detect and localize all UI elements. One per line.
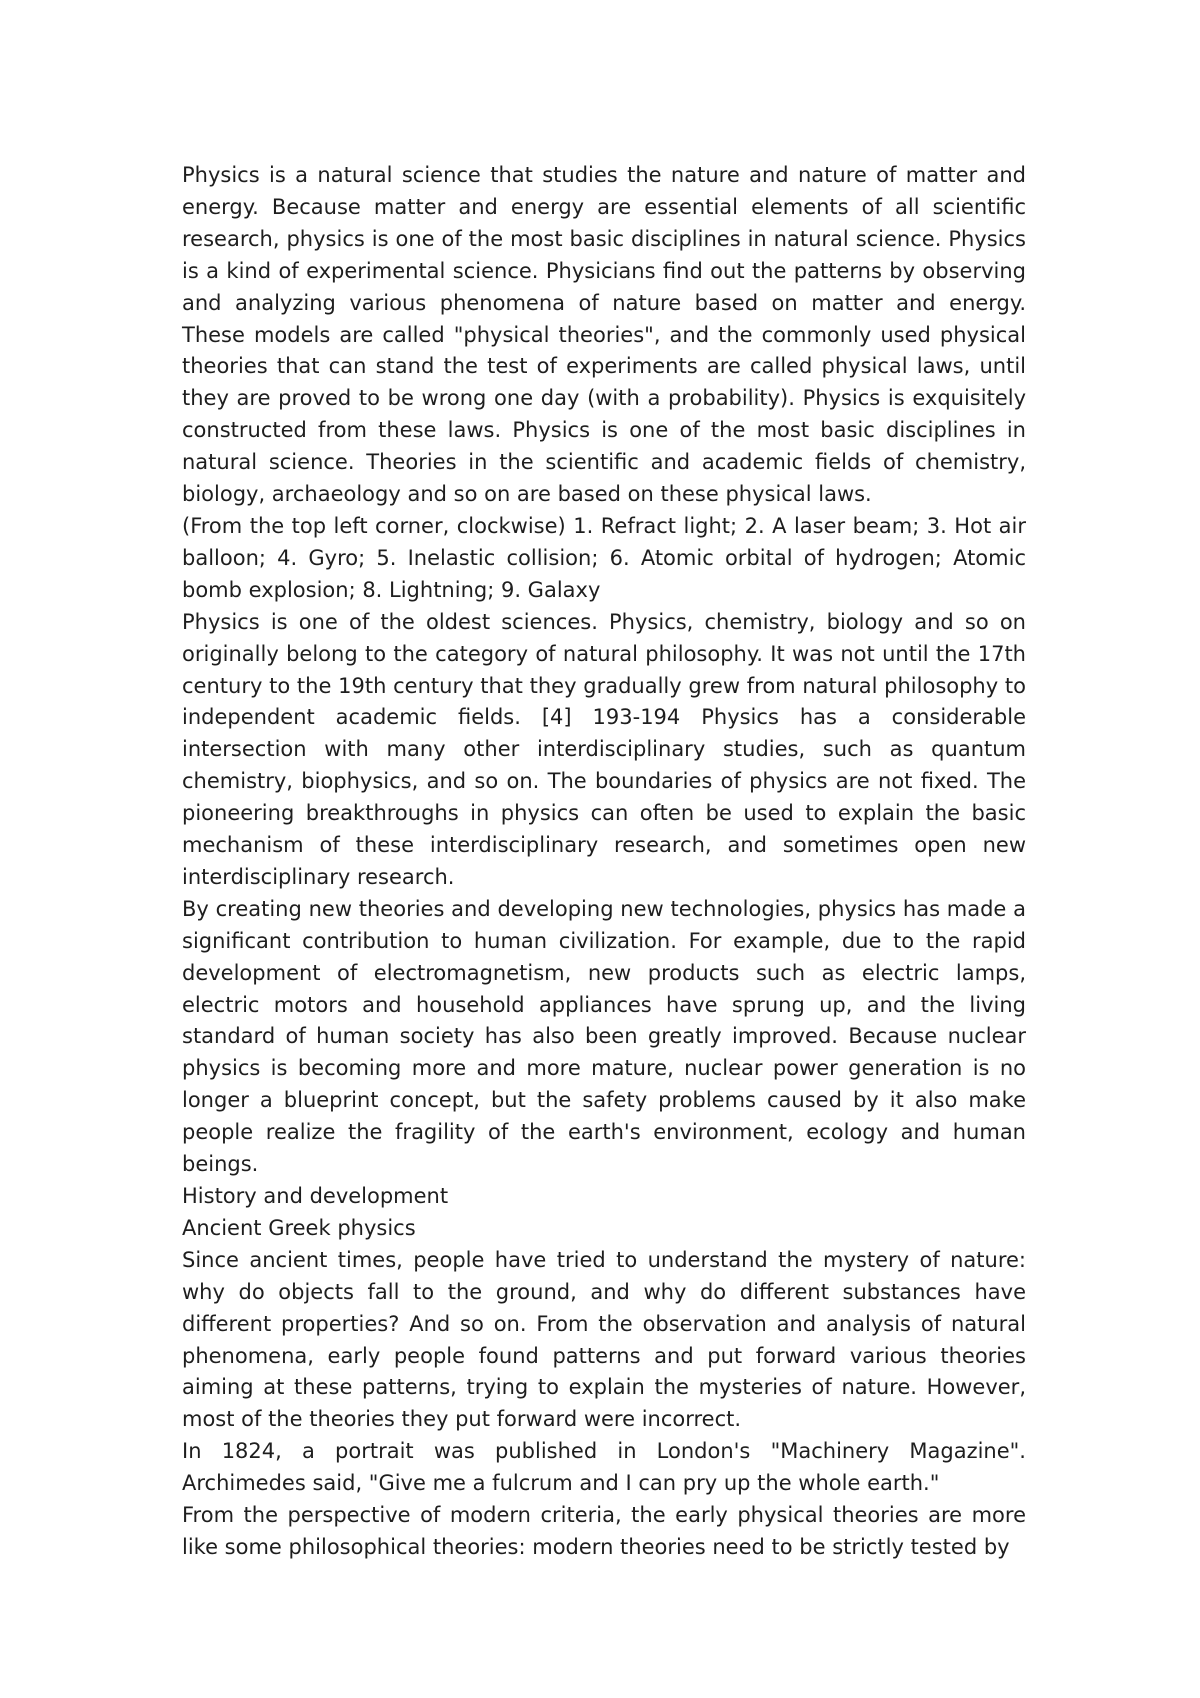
heading-history-and-development: History and development [182, 1184, 449, 1208]
paragraph-ancient-times: Since ancient times, people have tried to understand the mystery of nature: why do objects fall to the ground, and why do different substances have different properties? And so on. From the observation and analysis of natural phenomena, early people found patterns and put forward various theories aiming at these patterns, trying to explain the mysteries of nature. However, most of the theories they put forward were incorrect. [182, 1247, 1026, 1432]
paragraph-oldest-sciences: Physics is one of the oldest sciences. Physics, chemistry, biology and so on originally belong to the category of natural philosophy. It was not until the 17th century to the 19th century that they gradually grew from natural philosophy to independent academic fields. [4] 193-194 Physics has a considerable intersection with many other interdisciplinary studies, such as quantum chemistry, biophysics, and so on. The boundaries of physics are not fixed. The pioneering breakthroughs in physics can often be used to explain the basic mechanism of these interdisciplinary research, and sometimes open new interdisciplinary research. [182, 609, 1026, 889]
paragraph-archimedes-portrait: In 1824, a portrait was published in London's "Machinery Magazine". Archimedes said, "Give me a fulcrum and I can pry up the whole earth." [182, 1439, 1026, 1496]
heading-ancient-greek-physics: Ancient Greek physics [182, 1215, 416, 1240]
paragraph-image-caption: (From the top left corner, clockwise) 1. Refract light; 2. A laser beam; 3. Hot air balloon; 4. Gyro; 5. Inelastic collision; 6. Atomic orbital of hydrogen; Atomic bomb explosion; 8. Lightning; 9. Galaxy [182, 513, 1026, 602]
paragraph-civilization-contribution: By creating new theories and developing new technologies, physics has made a significant contribution to human civilization. For example, due to the rapid development of electromagnetism, new products such as electric lamps, electric motors and household appliances have sprung up, and the living standard of human society has also been greatly improved. Because nuclear physics is becoming more and more mature, nuclear power generation is no longer a blueprint concept, but the safety problems caused by it also make people realize the fragility of the earth's environment, ecology and human beings. [182, 896, 1026, 1177]
paragraph-modern-criteria: From the perspective of modern criteria, the early physical theories are more like some philosophical theories: modern theories need to be strictly tested by [182, 1503, 1026, 1559]
document-body [182, 160, 1026, 1564]
paragraph-physics-intro: Physics is a natural science that studies the nature and nature of matter and energy. Because matter and energy are essential elements of all scientific research, physics is one of the most basic disciplines in natural science. Physics is a kind of experimental science. Physicians find out the patterns by observing and analyzing various phenomena of nature based on matter and energy. These models are called "physical theories", and the commonly used physical theories that can stand the test of experiments are called physical laws, until they are proved to be wrong one day (with a probability). Physics is exquisitely constructed from these laws. Physics is one of the most basic disciplines in natural science. Theories in the scientific and academic fields of chemistry, biology, archaeology and so on are based on these physical laws. [182, 163, 1026, 507]
